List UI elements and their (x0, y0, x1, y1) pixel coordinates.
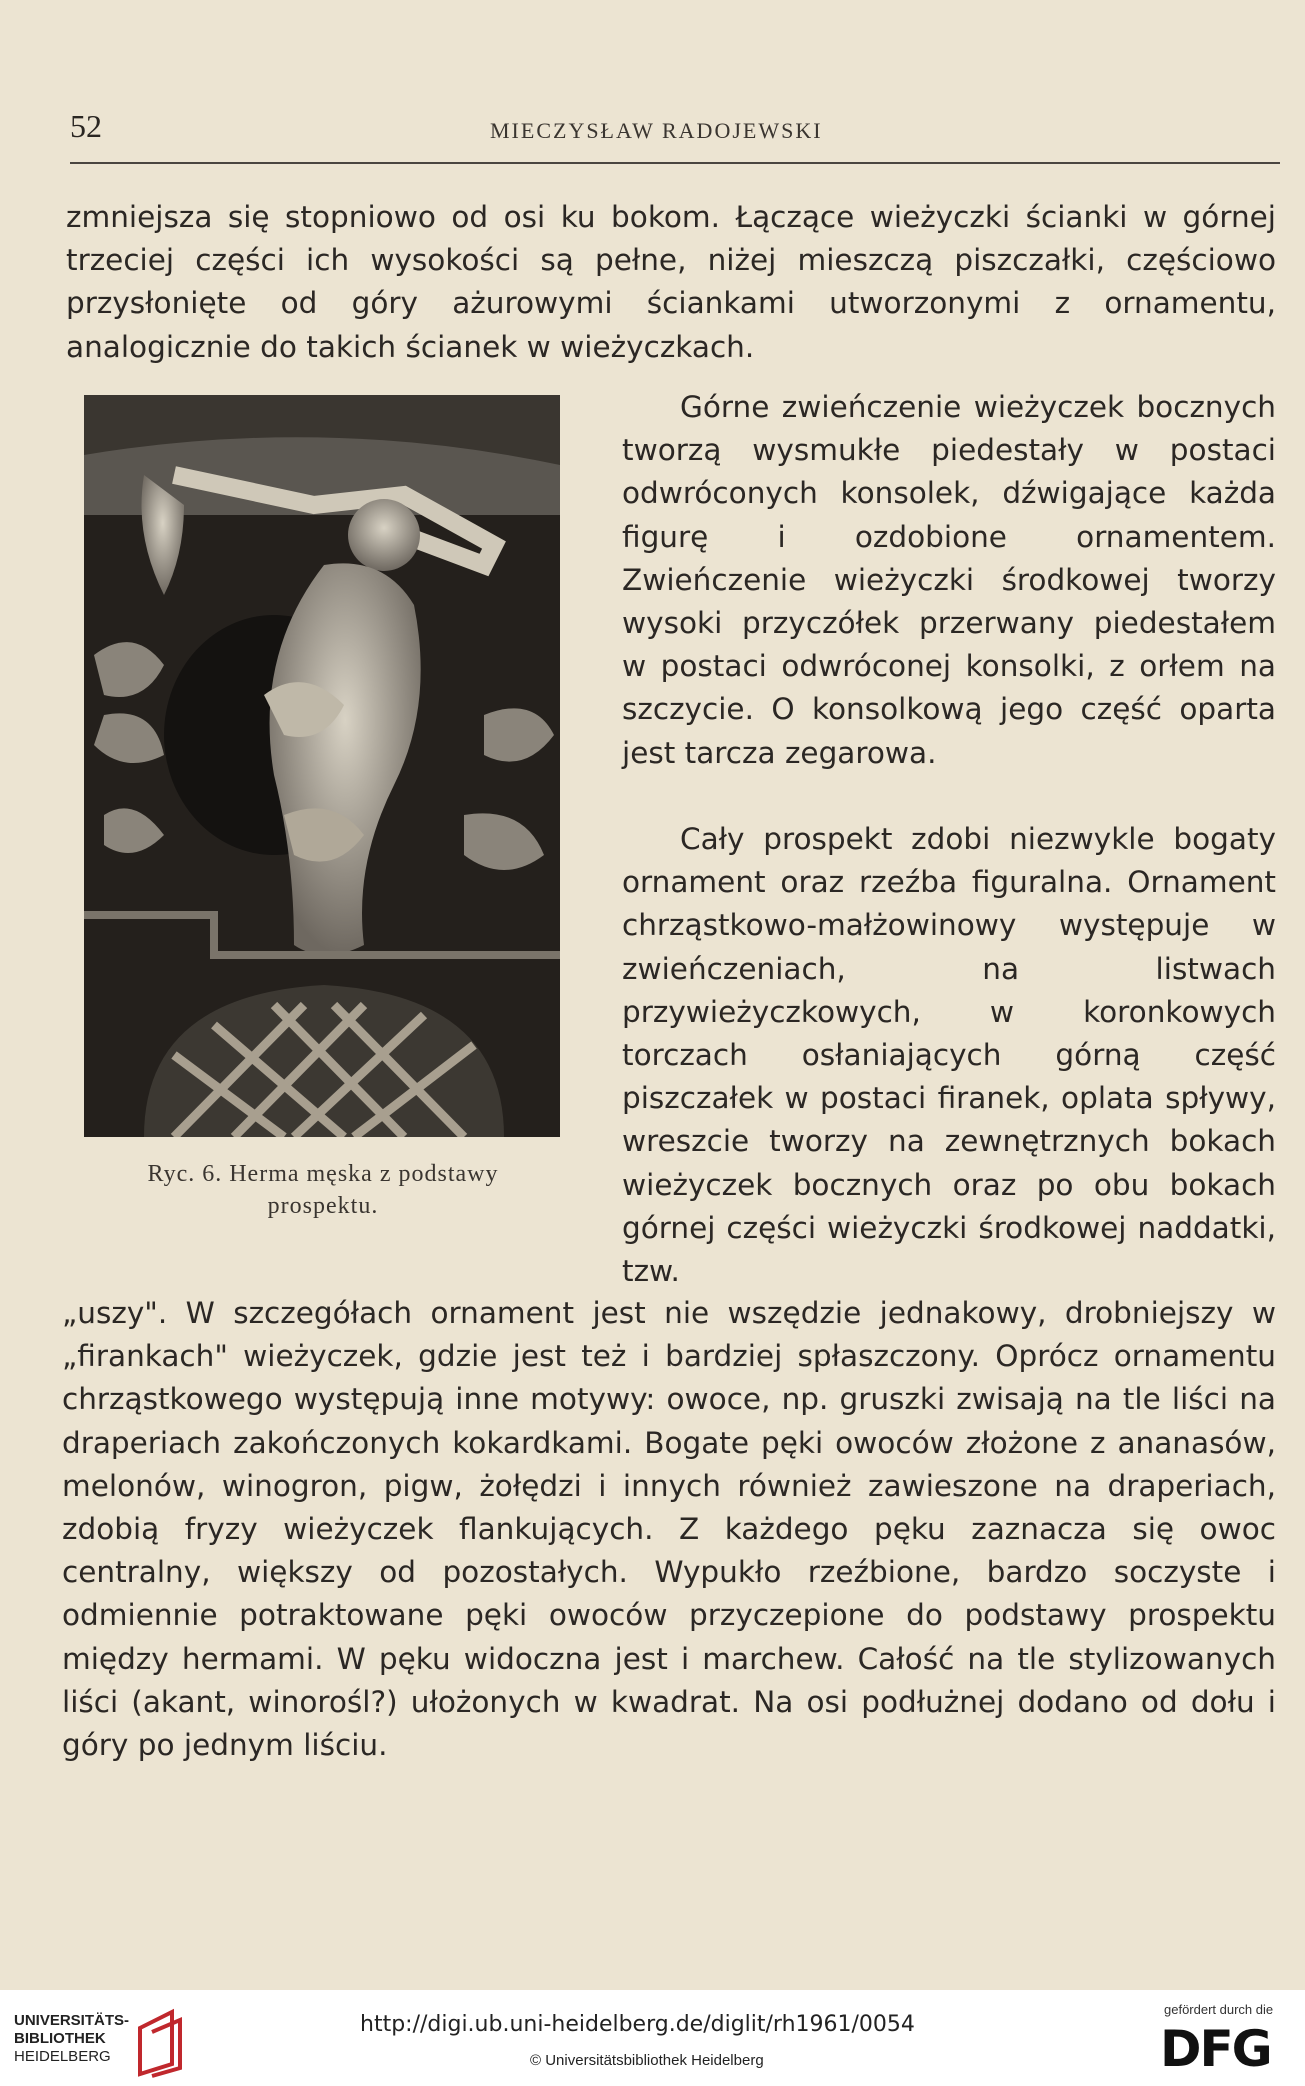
paragraph-2: Górne zwieńczenie wieżyczek bocznych tworzą wysmukłe piedestały w postaci odwróconych konsolek, dźwigające każda figurę i ozdobione ornamentem. Zwieńczenie wieżyczki środkowej tworzy wysoki przyczółek przerwany piedestałem w postaci odwróconej konsolki, z orłem na szczycie. O konsolkową jego część oparta jest tarcza zegarowa. (622, 390, 1276, 770)
dfg-logo[interactable]: DFG (1160, 2020, 1271, 2078)
library-logo[interactable] (14, 2008, 184, 2078)
header-rule (70, 162, 1280, 164)
copyright-notice: © Universitätsbibliothek Heidelberg (530, 2052, 764, 2069)
figure-photo (84, 395, 560, 1137)
library-name-line-3: HEIDELBERG (14, 2048, 111, 2065)
viewer-footer (0, 1990, 1305, 2086)
paragraph-3: Cały prospekt zdobi niezwykle bogaty ornament oraz rzeźba figuralna. Ornament chrząstkowo-małżowinowy występuje w zwieńczeniach, na listwach przywieżyczkowych, w koronkowych torczach osłaniających górną część piszczałek w postaci firanek, oplata spływy, wreszcie tworzy na zewnętrznych bokach wieżyczek bocznych oraz po obu bokach górnej części wieżyczki środkowej naddatki, tzw. (622, 822, 1276, 1289)
running-title: MIECZYSŁAW RADOJEWSKI (490, 118, 823, 143)
caption-line-2: prospektu. (267, 1193, 379, 1219)
figure-caption (58, 1158, 588, 1222)
library-emblem-icon (132, 2008, 192, 2078)
permalink-url[interactable]: http://digi.ub.uni-heidelberg.de/diglit/rh1961/0054 (360, 2012, 915, 2037)
library-name-line-1: UNIVERSITÄTS- (14, 2012, 130, 2029)
caption-line-1: Ryc. 6. Herma męska z podstawy (147, 1161, 499, 1187)
page-number: 52 (70, 108, 102, 144)
paragraph-1: zmniejsza się stopniowo od osi ku bokom. Łączące wieżyczki ścianki w górnej trzeciej części ich wysokości są pełne, niżej mieszczą piszczałki, częściowo przysłonięte od góry ażurowymi ściankami utworzonymi z ornamentu, analogicznie do takich ścianek w wieżyczkach. (66, 200, 1276, 364)
funder-label: gefördert durch die (1164, 2002, 1274, 2017)
library-name-line-2: BIBLIOTHEK (14, 2030, 106, 2047)
paragraph-4: „uszy". W szczegółach ornament jest nie wszędzie jednakowy, drobniejszy w „firankach" wieżyczek, gdzie jest też i bardziej spłaszczony. Oprócz ornamentu chrząstkowego występują inne motywy: owoce, np. gruszki zwisają na tle liści na draperiach zakończonych kokardkami. Bogate pęki owoców złożone z ananasów, melonów, winogron, pigw, żołędzi i innych również zawieszone na draperiach, zdobią fryzy wieżyczek flankujących. Z każdego pęku zaznacza się owoc centralny, większy od pozostałych. Wypukło rzeźbione, bardzo soczyste i odmiennie potraktowane pęki owoców przyczepione do podstawy prospektu między hermami. W pęku widoczna jest i marchew. Całość na tle stylizowanych liści (akant, winorośl?) ułożonych w kwadrat. Na osi podłużnej dodano od dołu i góry po jednym liściu. (62, 1296, 1276, 1763)
herm-sculpture-illustration (84, 395, 560, 1137)
